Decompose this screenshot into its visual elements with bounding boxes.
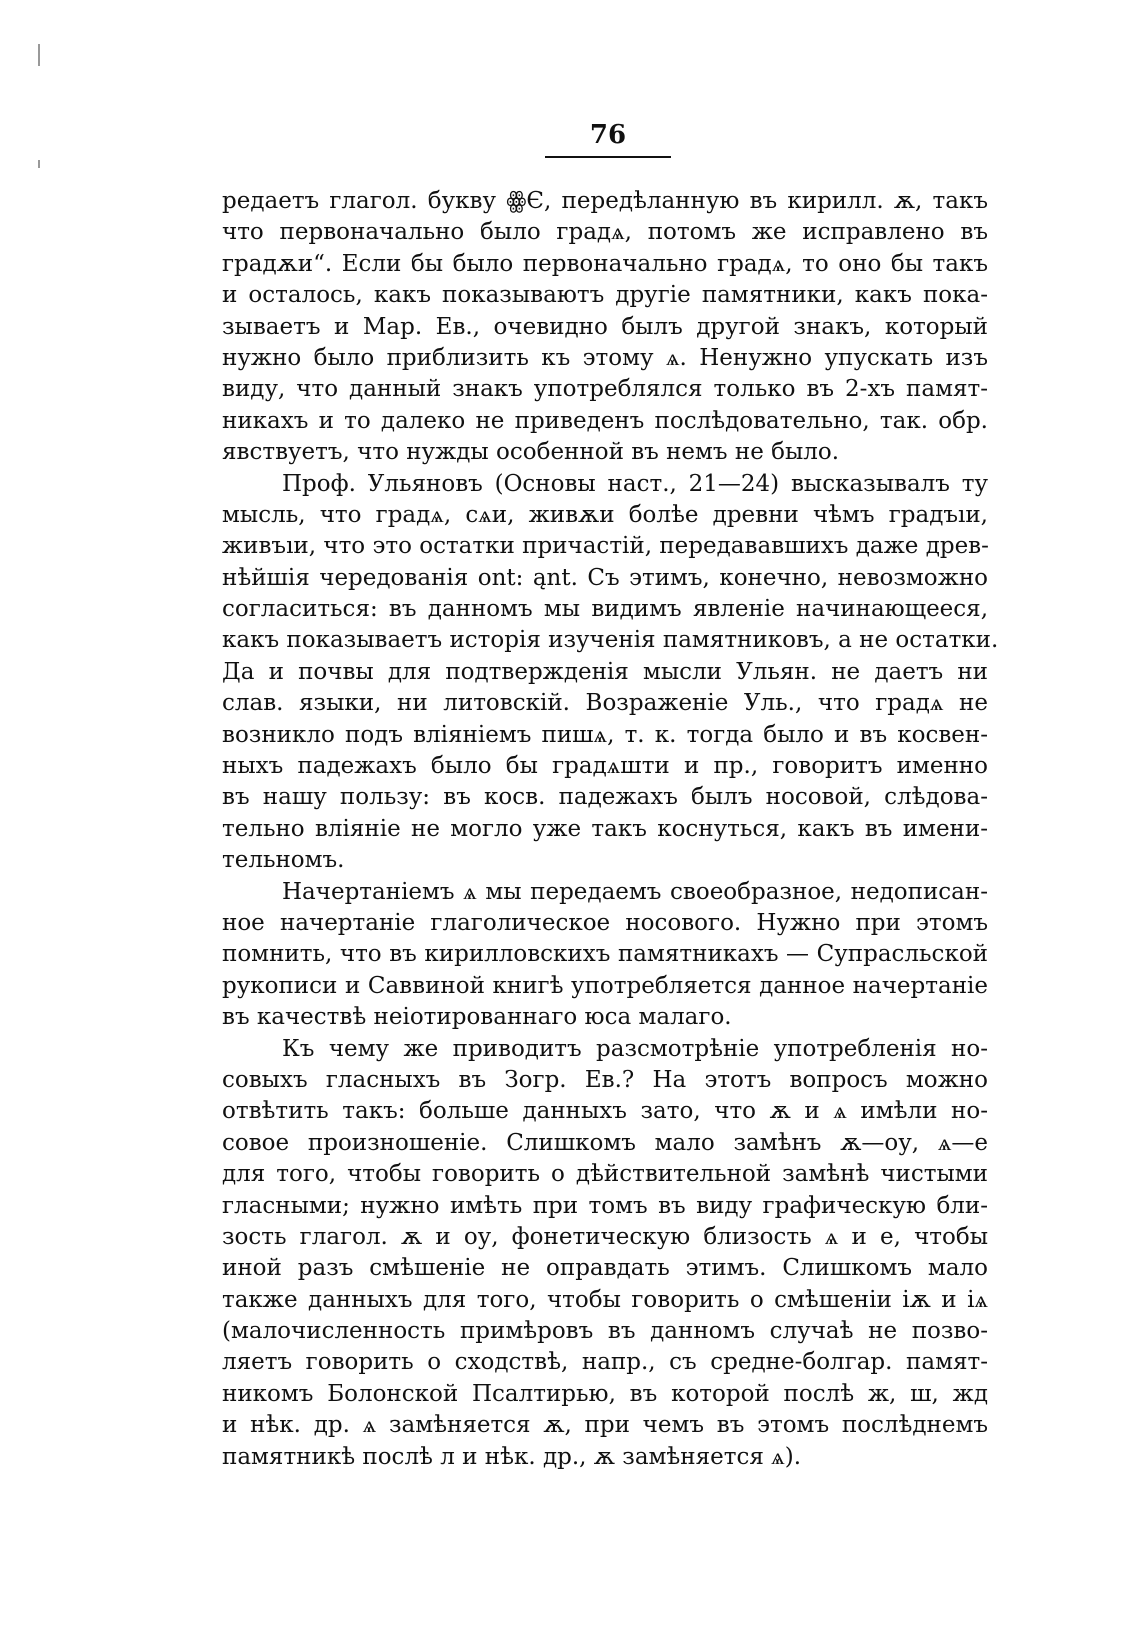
margin-mark-top [38, 44, 40, 66]
text-line: совыхъ гласныхъ въ Зогр. Ев.? На этотъ вопросъ можно [222, 1066, 988, 1093]
text-line: что первоначально было градѧ, потомъ же исправлено въ [222, 219, 988, 246]
body-text [222, 186, 999, 1473]
paragraph [222, 877, 988, 1034]
text-line: никомъ Болонской Псалтирью, въ которой послѣ ж, ш, жд [222, 1380, 988, 1407]
text-line: ляетъ говорить о сходствѣ, напр., съ средне-болгар. памят- [222, 1349, 988, 1376]
text-line: отвѣтить такъ: больше данныхъ зато, что ѫ и ѧ имѣли но- [222, 1098, 988, 1125]
paragraph [222, 1034, 988, 1473]
text-line: въ качествѣ неіотированнаго юса малаго. [222, 1004, 732, 1031]
margin-mark-bottom [38, 160, 40, 168]
text-line: никахъ и то далеко не приведенъ послѣдовательно, так. обр. [222, 407, 988, 434]
text-line: совое произношеніе. Слишкомъ мало замѣнъ ѫ—оу, ѧ—е [222, 1129, 988, 1156]
text-line: живъıи, что это остатки причастій, передававшихъ даже древ- [222, 533, 989, 560]
text-line: Проф. Ульяновъ (Основы наст., 21—24) высказывалъ ту [282, 470, 988, 497]
text-line: мысль, что градѧ, сѧи, живѫи болѣе древни чѣмъ градъıи, [222, 501, 988, 528]
text-line: тельномъ. [222, 847, 345, 874]
text-line: явствуетъ, что нужды особенной въ немъ не было. [222, 439, 840, 466]
paragraph [222, 469, 999, 877]
text-line: и осталось, какъ показываютъ другіе памятники, какъ пока- [222, 282, 988, 309]
text-line: (малочисленность примѣровъ въ данномъ случаѣ не позво- [222, 1318, 988, 1345]
text-line: редаетъ глагол. букву ꙮЄ, передѣланную въ кирилл. ѫ, такъ [222, 188, 988, 214]
paragraph [222, 186, 988, 469]
text-line: Къ чему же приводитъ разсмотрѣніе употребленія но- [282, 1035, 988, 1062]
text-line: рукописи и Саввиной книгѣ употребляется данное начертаніе [222, 972, 988, 999]
text-line: зываетъ и Мар. Ев., очевидно былъ другой знакъ, который [222, 313, 988, 340]
text-line: и нѣк. др. ѧ замѣняется ѫ, при чемъ въ этомъ послѣднемъ [222, 1412, 988, 1439]
text-line: виду, что данный знакъ употреблялся только въ 2-хъ памят- [222, 376, 988, 403]
text-line: памятникѣ послѣ л и нѣк. др., ѫ замѣняется ѧ). [222, 1443, 802, 1470]
text-line: градѫи“. Если бы было первоначально градѧ, то оно бы такъ [222, 250, 988, 277]
text-line: Да и почвы для подтвержденія мысли Ульян. не даетъ ни [222, 658, 988, 685]
text-line: гласными; нужно имѣть при томъ въ виду графическую бли- [222, 1192, 988, 1219]
text-line: слав. языки, ни литовскій. Возраженіе Уль., что градѧ не [222, 690, 988, 717]
text-line: нужно было приблизить къ этому ѧ. Ненужно упускать изъ [222, 344, 988, 371]
text-line: для того, чтобы говорить о дѣйствительной замѣнѣ чистыми [222, 1161, 988, 1188]
text-line: помнить, что въ кирилловскихъ памятникахъ — Супрасльской [222, 941, 988, 968]
text-line: ное начертаніе глаголическое носового. Нужно при этомъ [222, 909, 988, 936]
text-line: въ нашу пользу: въ косв. падежахъ былъ носовой, слѣдова- [222, 784, 988, 811]
text-line: тельно вліяніе не могло уже такъ коснуться, какъ въ имени- [222, 815, 988, 842]
text-line: какъ показываетъ исторія изученія памятниковъ, а не остатки. [222, 627, 999, 654]
page-number: 76 [545, 120, 671, 158]
text-line: Начертаніемъ ѧ мы передаемъ своеобразное, недописан- [282, 878, 988, 905]
text-line: согласиться: въ данномъ мы видимъ явленіе начинающееся, [222, 596, 988, 623]
text-line: также данныхъ для того, чтобы говорить о смѣшеніи іѫ и іѧ [222, 1286, 988, 1313]
text-line: нѣйшія чередованія ont: ąnt. Съ этимъ, конечно, невозможно [222, 564, 988, 591]
text-line: иной разъ смѣшеніе не оправдать этимъ. Слишкомъ мало [222, 1255, 988, 1282]
text-line: зость глагол. ѫ и оу, фонетическую близость ѧ и е, чтобы [222, 1223, 988, 1250]
text-line: возникло подъ вліяніемъ пишѧ, т. к. тогда было и въ косвен- [222, 721, 988, 748]
text-line: ныхъ падежахъ было бы градѧшти и пр., говоритъ именно [222, 753, 988, 780]
